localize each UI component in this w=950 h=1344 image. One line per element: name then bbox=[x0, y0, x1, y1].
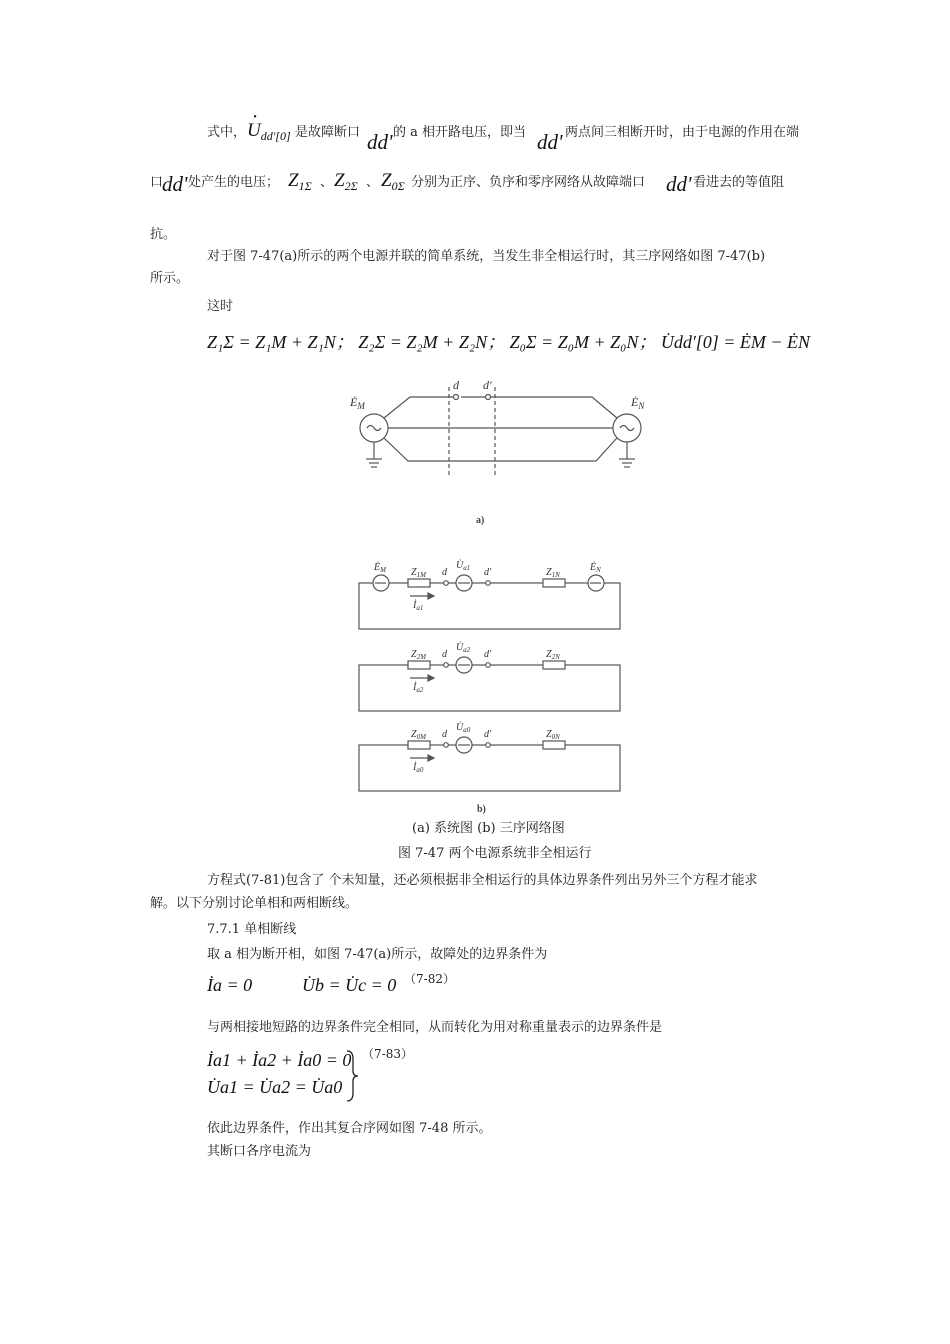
eq83-brace bbox=[345, 1049, 361, 1103]
text-p1-i: 分别为正序、负序和零序网络从故障端口 bbox=[411, 175, 646, 190]
eq83-line2: U̇a1 = U̇a2 = U̇a0 bbox=[207, 1077, 343, 1097]
text-p3-l3: 取 a 相为断开相，如图 7-47(a)所示，故障处的边界条件为 bbox=[207, 947, 548, 962]
math-Z2: $Z_{2\Sigma}$ bbox=[334, 170, 358, 193]
text-p1-k: 抗。 bbox=[150, 227, 177, 242]
text-p1-e: 口 bbox=[150, 175, 164, 190]
math-U-dd0: · $U_{dd'[0]}$ bbox=[247, 120, 291, 144]
caption-main: 图 7-47 两个电源系统非全相运行 bbox=[398, 846, 592, 861]
figure-a-label: a) bbox=[476, 515, 485, 526]
label-dp: d' bbox=[483, 378, 492, 392]
text-p1-c: 的 a 相开路电压，即当 bbox=[393, 125, 527, 140]
b1-d: d bbox=[442, 567, 447, 578]
b3-z2: $Z_{0N}$ bbox=[546, 729, 560, 741]
label-d: d bbox=[453, 378, 459, 392]
b1-en: $Ė_N$ bbox=[590, 562, 601, 574]
b2-i: $İ_{a2}$ bbox=[413, 682, 424, 694]
figure-b-sequence-networks bbox=[350, 553, 660, 815]
text-p1-d: 两点间三相断开时，由于电源的作用在端 bbox=[565, 125, 800, 140]
caption-sub: (a) 系统图 (b) 三序网络图 bbox=[412, 821, 565, 836]
text-p1-h: 、 bbox=[366, 175, 380, 190]
b2-d: d bbox=[442, 649, 447, 660]
figure-a-system-diagram bbox=[340, 375, 660, 535]
text-p2-l1: 对于图 7-47(a)所示的两个电源并联的简单系统，当发生非全相运行时，其三序网络如图 7-47(b) bbox=[207, 249, 766, 264]
text-p1-f: 处产生的电压； bbox=[188, 175, 280, 190]
label-em: $Ė_M$ bbox=[350, 395, 365, 411]
text-p2-l3: 这时 bbox=[207, 299, 234, 314]
math-dd-1: dd' bbox=[367, 130, 393, 154]
eq83-line1: İa1 + İa2 + İa0 = 0 bbox=[207, 1050, 352, 1070]
eq82-rhs: U̇b = U̇c = 0 bbox=[302, 975, 397, 995]
b1-u: $U̇_{a1}$ bbox=[456, 560, 471, 572]
text-p1-a: 式中， bbox=[207, 125, 247, 140]
equation-main: Z₁Σ = Z₁M + Z₁N； Z₂Σ = Z₂M + Z₂N； Z₀Σ = Z₀M + Z₀N； U̇dd'[0] = ĖM − ĖN bbox=[207, 332, 811, 352]
b1-z1: $Z_{1M}$ bbox=[411, 567, 426, 579]
text-p3-l2: 解。以下分别讨论单相和两相断线。 bbox=[150, 896, 359, 911]
math-dd-3: dd' bbox=[162, 172, 188, 196]
b1-em: $Ė_M$ bbox=[374, 562, 386, 574]
text-p3-l1: 方程式(7-81)包含了 个未知量，还必须根据非全相运行的具体边界条件列出另外三个方程才能求 bbox=[207, 873, 758, 888]
math-dd-2: dd' bbox=[537, 130, 563, 154]
eq82-number: （7-82） bbox=[404, 972, 455, 986]
figure-b-label: b) bbox=[477, 804, 486, 815]
text-p1-b: 是故障断口 bbox=[295, 125, 361, 140]
b1-z2: $Z_{1N}$ bbox=[546, 567, 560, 579]
eq82-lhs: İa = 0 bbox=[207, 975, 253, 995]
b2-dp: d' bbox=[484, 649, 492, 660]
text-p2-l2: 所示。 bbox=[150, 271, 190, 286]
text-p4-l1: 与两相接地短路的边界条件完全相同，从而转化为用对称重量表示的边界条件是 bbox=[207, 1020, 663, 1035]
b2-z1: $Z_{2M}$ bbox=[411, 649, 426, 661]
text-p1-j: 看进去的等值阻 bbox=[693, 175, 785, 190]
b1-i: $İ_{a1}$ bbox=[413, 600, 424, 612]
text-p5-l1: 依此边界条件，作出其复合序网如图 7-48 所示。 bbox=[207, 1121, 492, 1136]
b2-u: $U̇_{a2}$ bbox=[456, 642, 471, 654]
eq83-number: （7-83） bbox=[362, 1047, 413, 1061]
text-p5-l2: 其断口各序电流为 bbox=[207, 1144, 312, 1159]
b3-z1: $Z_{0M}$ bbox=[411, 729, 426, 741]
math-dd-4: dd' bbox=[666, 172, 692, 196]
b3-u: $U̇_{a0}$ bbox=[456, 722, 471, 734]
b3-d: d bbox=[442, 729, 447, 740]
text-p1-g: 、 bbox=[320, 175, 334, 190]
b1-dp: d' bbox=[484, 567, 492, 578]
b2-z2: $Z_{2N}$ bbox=[546, 649, 560, 661]
b3-dp: d' bbox=[484, 729, 492, 740]
b3-i: $İ_{a0}$ bbox=[413, 762, 424, 774]
label-en: $Ė_N$ bbox=[631, 395, 645, 411]
math-Z0: $Z_{0\Sigma}$ bbox=[381, 170, 405, 193]
section-heading: 7.7.1 单相断线 bbox=[207, 922, 297, 937]
math-Z1: $Z_{1\Sigma}$ bbox=[288, 170, 312, 193]
